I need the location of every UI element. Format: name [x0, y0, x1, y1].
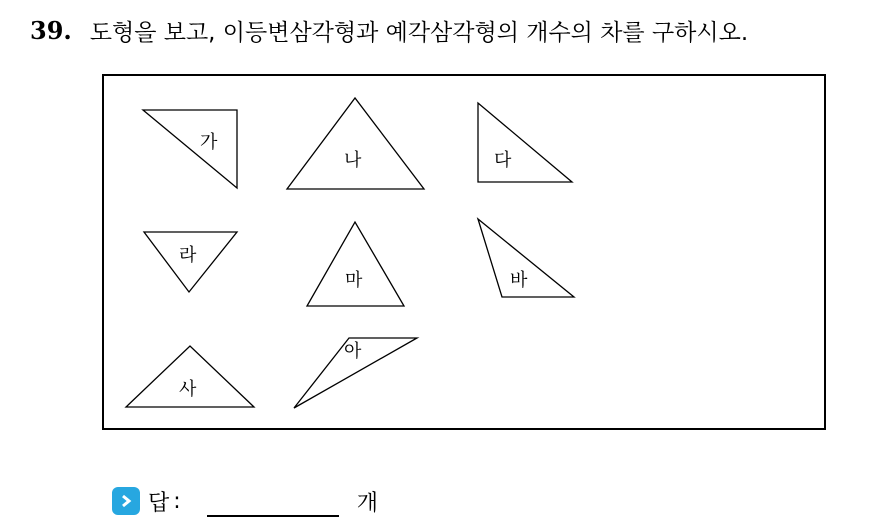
- triangle-ga-label: 가: [200, 132, 218, 153]
- triangle-ra: [144, 232, 237, 292]
- triangle-figure: [104, 76, 824, 428]
- answer-blank[interactable]: [207, 485, 339, 517]
- triangle-da-label: 다: [494, 150, 512, 171]
- answer-label: 답: [148, 490, 170, 516]
- answer-row: [112, 484, 378, 518]
- triangle-ma: [307, 222, 404, 306]
- triangle-ba: [478, 219, 574, 297]
- question: [30, 10, 748, 50]
- chevron-right-icon: [112, 487, 140, 515]
- triangle-sa-label: 사: [179, 379, 197, 400]
- question-text: 도형을 보고, 이등변삼각형과 예각삼각형의 개수의 차를 구하시오.: [89, 19, 749, 46]
- answer-unit: 개: [356, 490, 378, 516]
- triangle-a-label: 아: [344, 341, 362, 362]
- triangle-sa: [126, 346, 254, 407]
- figure-box: [102, 74, 826, 430]
- triangle-na-label: 나: [344, 150, 362, 171]
- triangle-da: [478, 103, 572, 182]
- question-number: 39.: [30, 15, 72, 45]
- triangle-a: [294, 338, 417, 408]
- triangle-na: [287, 98, 424, 189]
- triangle-ma-label: 마: [345, 270, 363, 291]
- triangle-ra-label: 라: [179, 245, 197, 266]
- triangle-ba-label: 바: [510, 270, 528, 291]
- answer-colon: :: [173, 488, 181, 514]
- triangle-ga: [143, 110, 237, 188]
